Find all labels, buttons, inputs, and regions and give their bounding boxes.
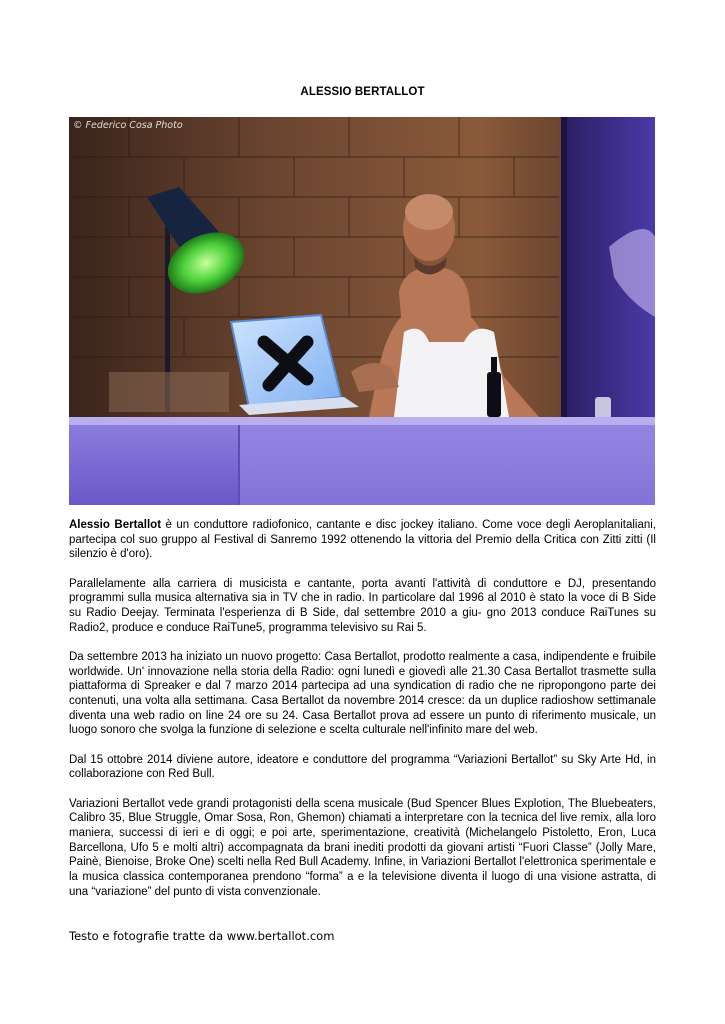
paragraph-intro	[69, 518, 656, 562]
body-text	[69, 518, 656, 914]
subject-name: Alessio Bertallot	[69, 519, 162, 531]
paragraph-intro-text: è un conduttore radiofonico, cantante e disc jockey italiano. Come voce degli Aeroplanitaliani, partecipa col suo gruppo al Festival di Sanremo 1992 ottenendo la vittoria del Premio della Critica con Zitti zitti (Il silenzio è d'oro).	[69, 519, 657, 561]
photo-credit: © Federico Cosa Photo	[73, 120, 183, 131]
paragraph-career: Parallelamente alla carriera di musicista e cantante, porta avanti l'attività di conduttore e DJ, presentando programmi sulla musica alternativa sia in TV che in radio. In particolare dal 1996 al 2010 è stato la voce di B Side su Radio Deejay. Terminata l'esperienza di B Side, dal settembre 2010 a giu- gno 2013 conduce RaiTunes su Radio2, produce e conduce RaiTune5, programma televisivo su Rai 5.	[69, 577, 656, 634]
paragraph-variazioni-details: Variazioni Bertallot vede grandi protagonisti della scena musicale (Bud Spencer Blues Explotion, The Bluebeaters, Calibro 35, Blue Struggle, Omar Sosa, Ron, Ghemon) chiamati a interpretare con la tecnica del live remix, alla loro maniera, successi di ieri e di oggi; e poi arte, sperimentazione, creatività (Michelangelo Pistoletto, Eron, Luca Barcellona, Ufo 5 e molti altri) accompagnata da brani inediti prodotti da giovani artisti “Fuori Classe” (Jolly Mare, Painè, Bienoise, Broke One) scelti nella Red Bull Academy. Infine, in Variazioni Bertallot l'elettronica sperimentale e la musica classica contemporanea prendono “forma” a e la televisione diventa il luogo di una visione astratta, di una “variazione” del punto di vista convenzionale.	[69, 797, 656, 898]
photo-illustration	[69, 117, 655, 505]
paragraph-casa-bertallot: Da settembre 2013 ha iniziato un nuovo progetto: Casa Bertallot, prodotto realmente a casa, indipendente e fruibile worldwide. Un' innovazione nella storia della Radio: ogni lunedì e giovedì alle 21.30 Casa Bertallot trasmette sulla piattaforma di Spreaker e dal 7 marzo 2014 partecipa ad una syndication di radio che ne ripropongono parte dei contenuti, una volta alla settimana. Casa Bertallot da novembre 2014 cresce: da un duplice radioshow settimanale diventa una web radio on line 24 ore su 24. Casa Bertallot prova ad essere un punto di riferimento musicale, un luogo sonoro che svolga la funzione di selezione e scelta culturale nell'infinito mare del web.	[69, 650, 656, 737]
document-title: ALESSIO BERTALLOT	[300, 86, 425, 98]
paragraph-variazioni-intro: Dal 15 ottobre 2014 diviene autore, ideatore e conduttore del programma “Variazioni Bertallot” su Sky Arte Hd, in collaborazione con Red Bull.	[69, 753, 656, 781]
source-footer: Testo e fotografie tratte da www.bertallot.com	[69, 929, 335, 943]
performer-photo	[69, 117, 655, 505]
